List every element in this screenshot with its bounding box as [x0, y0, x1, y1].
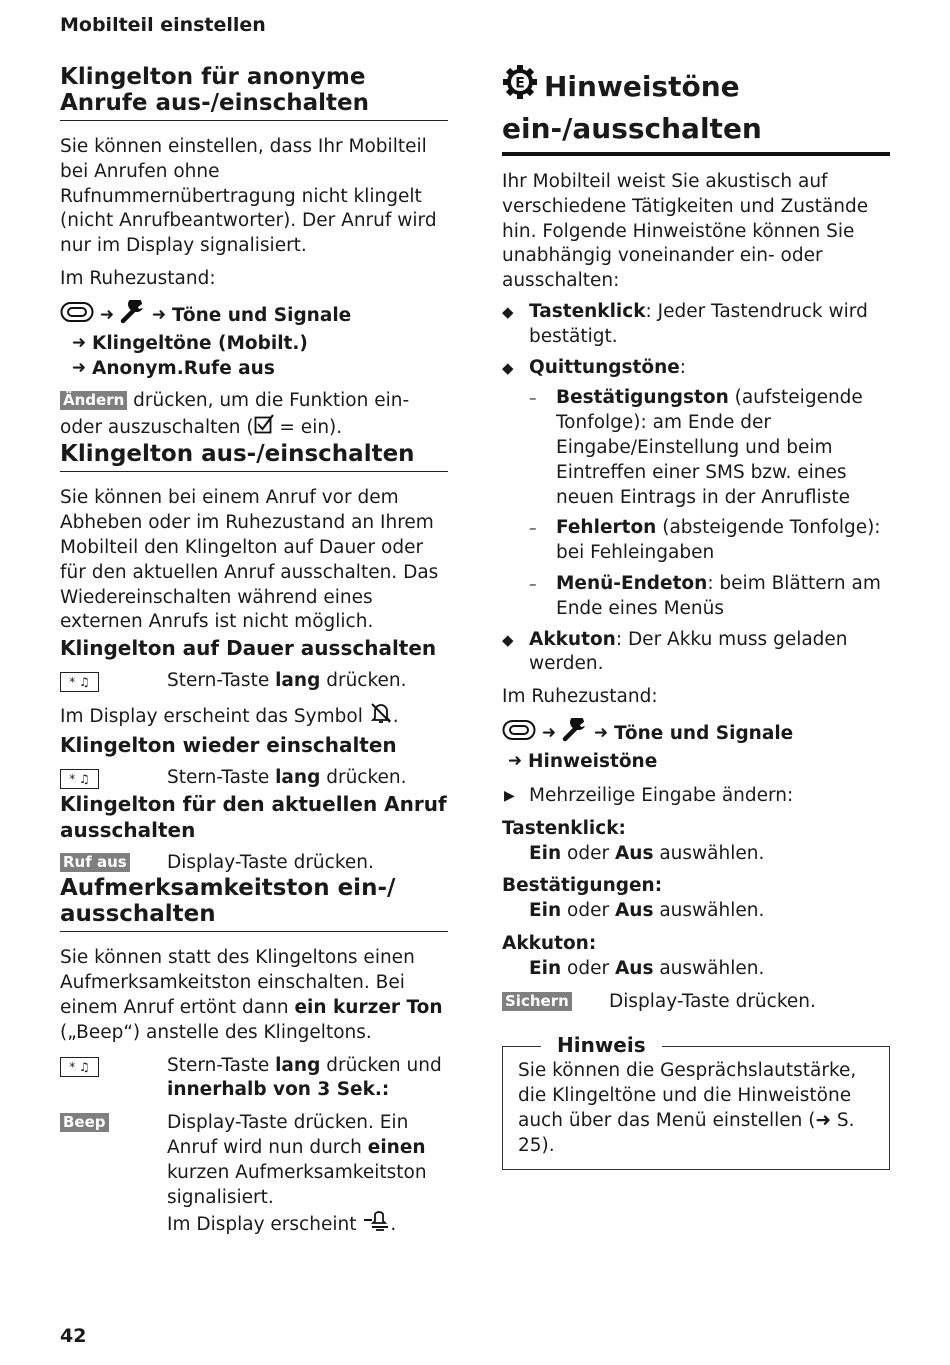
star-key-icon: * ♫	[60, 769, 99, 789]
arrow-icon: ➜	[815, 1109, 831, 1131]
star-key-icon: * ♫	[60, 1057, 99, 1077]
arrow-icon: ➜	[151, 304, 167, 325]
step-current-call: Ruf aus Display-Taste drücken.	[60, 851, 448, 876]
arrow-icon: ➜	[541, 722, 557, 743]
dash-bullet: –	[529, 389, 537, 408]
section-title-attention-tone: Aufmerksamkeitston ein-/ ausschalten	[60, 875, 448, 932]
field-label-akkuton: Akkuton:	[502, 932, 597, 954]
ringtone-intro: Sie können bei einem Anruf vor dem Abheben oder im Ruhezustand an Ihrem Mobilteil den Klingelton auf Dauer oder für den aktuellen Anruf ausschalten. Das Wiedereinschalten während eines externen Anrufs ist nicht möglich.	[60, 487, 439, 633]
step-attention-1: * ♫ Stern-Taste lang drücken und innerhalb von 3 Sek.:	[60, 1054, 448, 1104]
sub-title-re-enable: Klingelton wieder einschalten	[60, 732, 397, 757]
softkey-aendern: Ändern	[60, 391, 127, 410]
list-item-menue-endeton: – Menü-Endeton: beim Blättern am Ende eines Menüs	[529, 572, 881, 619]
softkey-ruf-aus: Ruf aus	[60, 853, 130, 872]
step-sichern: Sichern Display-Taste drücken.	[502, 990, 890, 1015]
step-re-enable: * ♫ Stern-Taste lang drücken.	[60, 766, 448, 791]
menu-path-anonymous	[60, 300, 448, 381]
left-column	[60, 64, 448, 1240]
arrow-icon: ➜	[593, 722, 609, 743]
idle-state-label: Im Ruhezustand:	[60, 267, 216, 289]
anonymous-intro: Sie können einstellen, dass Ihr Mobilteil bei Anrufen ohne Rufnummernübertragung nicht klingelt (nicht Anrufbeantworter). Der Anruf wird nur im Display signalisiert.	[60, 136, 437, 257]
diamond-bullet-icon: ◆	[502, 630, 514, 649]
menu-path-hinweistoene	[502, 718, 890, 774]
idle-state-label: Im Ruhezustand:	[502, 686, 658, 708]
hinweis-title: Hinweis	[541, 1033, 662, 1057]
aendern-instruction: Ändern drücken, um die Funktion ein- oder auszuschalten ( = ein).	[60, 389, 448, 442]
list-item-akkuton: ◆ Akkuton: Der Akku muss geladen werden.	[502, 628, 848, 675]
control-key-icon	[502, 719, 536, 748]
softkey-beep: Beep	[60, 1113, 109, 1132]
dash-bullet: –	[529, 574, 537, 593]
list-item-quittungstoene: ◆ Quittungstöne: – Bestätigungston (aufsteigende Tonfolge): am Ende der Eingabe/Einstellung und beim Eintreffen einer SMS bzw. eines neuen Eintrags in der Anrufliste – Fehlerton (absteigende Tonfolge): bei Fehleingaben – Menü-Endeton: beim Blättern am Ende eines Menüs	[502, 356, 890, 622]
hinweistoene-intro: Ihr Mobilteil weist Sie akustisch auf verschiedene Tätigkeiten und Zustände hin. Folgende Hinweistöne können Sie unabhängig voneinander ein- oder ausschalten:	[502, 171, 869, 292]
sub-title-current-call: Klingelton für den aktuellen Anruf ausschalten	[60, 791, 447, 842]
triangle-bullet-icon: ▶	[504, 787, 515, 804]
list-item-bestaetigungston: – Bestätigungston (aufsteigende Tonfolge): am Ende der Eingabe/Einstellung und beim Eintreffen einer SMS bzw. eines neuen Eintrags in der Anrufliste	[529, 387, 863, 508]
field-choice-akkuton: Ein oder Aus auswählen.	[529, 957, 765, 979]
right-column	[502, 64, 890, 1170]
svg-text:E: E	[515, 75, 525, 92]
field-choice-bestaetigungen: Ein oder Aus auswählen.	[529, 900, 765, 922]
tone-list	[502, 300, 890, 677]
menu-item-toene-und-signale: Töne und Signale	[172, 304, 352, 326]
control-key-icon	[60, 301, 94, 330]
sub-title-permanent-off: Klingelton auf Dauer ausschalten	[60, 636, 437, 661]
softkey-sichern: Sichern	[502, 992, 572, 1011]
step-attention-2: Beep Display-Taste drücken. Ein Anruf wird nun durch einen kurzen Aufmerksamkeitston signalisiert. Im Display erscheint .	[60, 1111, 448, 1240]
section-title-ringtone-onoff: Klingelton aus-/einschalten	[60, 441, 448, 472]
field-choice-tastenklick: Ein oder Aus auswählen.	[529, 842, 765, 864]
field-label-tastenklick: Tastenklick:	[502, 817, 626, 839]
dash-bullet: –	[529, 519, 537, 538]
menu-item-hinweistoene: Hinweistöne	[528, 750, 658, 772]
multiline-edit-step: ▶ Mehrzeilige Eingabe ändern:	[502, 784, 890, 809]
checkbox-checked-icon	[254, 414, 274, 442]
section-title-anonymous-ringtone: Klingelton für anonyme Anrufe aus-/einschalten	[60, 64, 448, 121]
page-number: 42	[60, 1325, 87, 1347]
menu-item-klingeltoene: Klingeltöne (Mobilt.)	[92, 332, 308, 354]
bell-muted-icon	[369, 702, 393, 732]
menu-item-anonym-rufe-aus: Anonym.Rufe aus	[92, 357, 275, 379]
wrench-icon	[120, 300, 146, 331]
arrow-icon: ➜	[71, 332, 87, 353]
expert-mode-icon	[502, 64, 538, 110]
arrow-icon: ➜	[507, 750, 523, 771]
field-label-bestaetigungen: Bestätigungen:	[502, 875, 663, 897]
quittungstoene-sublist	[529, 386, 890, 621]
hinweis-box: Hinweis Sie können die Gesprächslautstärke, die Klingeltöne und die Hinweistöne auch über das Menü einstellen (➜ S. 25).	[502, 1046, 890, 1169]
star-key-icon: * ♫	[60, 672, 99, 692]
diamond-bullet-icon: ◆	[502, 358, 514, 377]
display-symbol-line: Im Display erscheint das Symbol .	[60, 702, 448, 732]
running-header: Mobilteil einstellen	[60, 14, 266, 36]
arrow-icon: ➜	[71, 357, 87, 378]
wrench-icon	[562, 718, 588, 749]
arrow-icon: ➜	[99, 304, 115, 325]
step-permanent-off: * ♫ Stern-Taste lang drücken.	[60, 669, 448, 694]
list-item-tastenklick: ◆ Tastenklick: Jeder Tastendruck wird bestätigt.	[502, 300, 868, 347]
list-item-fehlerton: – Fehlerton (absteigende Tonfolge): bei Fehleingaben	[529, 517, 881, 564]
menu-item-toene-und-signale: Töne und Signale	[614, 722, 794, 744]
attention-intro: Sie können statt des Klingeltons einen Aufmerksamkeitston einschalten. Bei einem Anruf ertönt dann ein kurzer Ton („Beep“) anstelle des Klingeltons.	[60, 947, 443, 1043]
beep-symbol-icon	[362, 1210, 390, 1240]
diamond-bullet-icon: ◆	[502, 302, 514, 321]
section-title-hinweistoene: E Hinweistöne ein-/ausschalten	[502, 64, 890, 156]
